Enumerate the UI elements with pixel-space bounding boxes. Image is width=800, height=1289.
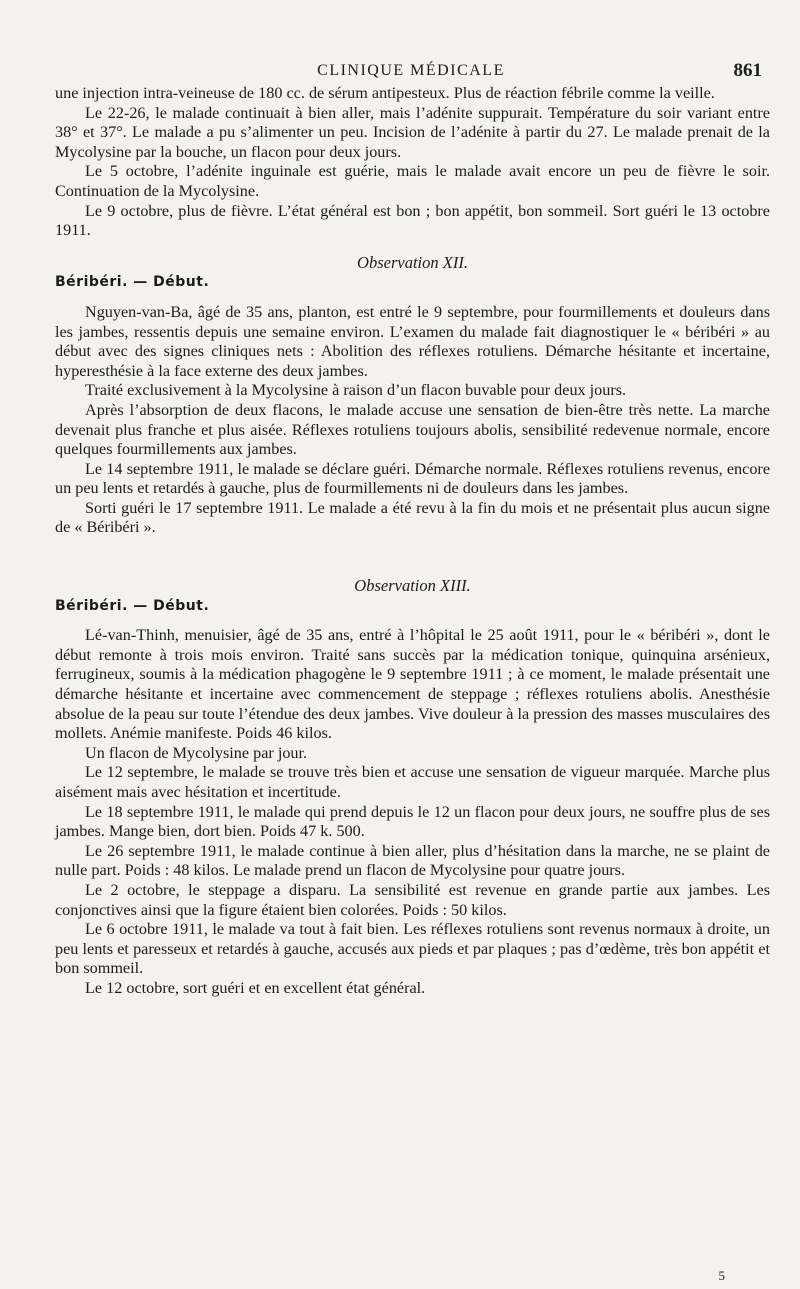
observation-title: Observation XIII. bbox=[354, 576, 471, 596]
paragraph: Lé-van-Thinh, menuisier, âgé de 35 ans, entré à l’hôpital le 25 août 1911, pour le « béribéri », dont le début remonte à trois mois environ. Traité sans succès par la médication tonique, quinquina arsénieux, ferrugineux, soumis à la médication phagogène le 9 septembre 1911 ; à ce moment, le malade présentait une démarche hésitante et incertaine avec commencement de steppage ; réflexes rotuliens abolis. Anesthésie absolue de la peau sur toute l’étendue des deux jambes. Vive douleur à la pression des masses musculaires des mollets. Anémie manifeste. Poids 46 kilos. bbox=[55, 626, 770, 743]
paragraph: Le 12 octobre, sort guéri et en excellent état général. bbox=[85, 978, 426, 997]
paragraph: Le 5 octobre, l’adénite inguinale est guérie, mais le malade avait encore un peu de fièvre le soir. Continuation de la Mycolysine. bbox=[55, 162, 770, 200]
section-heading: Béribéri. — Début. bbox=[55, 274, 210, 291]
paragraph: Le 22-26, le malade continuait à bien aller, mais l’adénite suppurait. Température du soir variant entre 38° et 37°. Le malade a pu s’alimenter un peu. Incision de l’adénite à partir du 27. Le malade prenait de la Mycolysine par la bouche, un flacon pour deux jours. bbox=[55, 103, 770, 161]
paragraph: Le 6 octobre 1911, le malade va tout à fait bien. Les réflexes rotuliens sont revenus normaux à droite, un peu lents et paresseux et retardés à gauche, accusés aux pieds et par plaques ; pas d’œdème, très bon appétit et bon sommeil. bbox=[55, 920, 770, 978]
page-number: 861 bbox=[733, 60, 762, 81]
paragraph: Le 2 octobre, le steppage a disparu. La sensibilité est revenue en grande partie aux jambes. Les conjonctives ainsi que la figure étaient bien colorées. Poids : 50 kilos. bbox=[55, 880, 770, 919]
paragraph: Le 18 septembre 1911, le malade qui prend depuis le 12 un flacon pour deux jours, ne souffre plus de ses jambes. Mange bien, dort bien. Poids 47 k. 500. bbox=[55, 802, 770, 841]
paragraph: Après l’absorption de deux flacons, le malade accuse une sensation de bien-être très nette. La marche devenait plus franche et plus aisée. Réflexes rotuliens toujours abolis, sensibilité redevenue normale, encore quelques fourmillements aux jambes. bbox=[55, 400, 770, 459]
paragraph: Le 9 octobre, plus de fièvre. L’état général est bon ; bon appétit, bon sommeil. Sort guéri le 13 octobre 1911. bbox=[55, 201, 770, 240]
paragraph: Le 14 septembre 1911, le malade se déclare guéri. Démarche normale. Réflexes rotuliens revenus, encore un peu lents et retardés à gauche, plus de fourmillements ni de douleurs dans les jambes. bbox=[55, 459, 770, 498]
running-header bbox=[60, 60, 762, 84]
paragraph: Le 26 septembre 1911, le malade continue à bien aller, plus d’hésitation dans la marche, ne se plaint de nulle part. Poids : 48 kilos. Le malade prend un flacon de Mycolysine pour quatre jours. bbox=[55, 841, 770, 880]
paragraph: Nguyen-van-Ba, âgé de 35 ans, planton, est entré le 9 septembre, pour fourmillements et douleurs dans les jambes, ressentis depuis une semaine environ. L’examen du malade fait diagnostiquer le « béribéri » au début avec des signes cliniques nets : Abolition des réflexes rotuliens. Démarche hésitante et incertaine, hyperesthésie à la face externe des deux jambes. bbox=[55, 302, 770, 380]
section-heading: Béribéri. — Début. bbox=[55, 597, 210, 614]
signature-mark: 5 bbox=[718, 1268, 725, 1283]
paragraph: Sorti guéri le 17 septembre 1911. Le malade a été revu à la fin du mois et ne présentait plus aucun signe de « Béribéri ». bbox=[55, 498, 770, 537]
paragraph: une injection intra-veineuse de 180 cc. de sérum antipesteux. Plus de réaction fébrile comme la veille. bbox=[55, 84, 715, 102]
observation-title: Observation XII. bbox=[357, 252, 468, 272]
body-text bbox=[55, 84, 770, 999]
paragraph: Le 12 septembre, le malade se trouve très bien et accuse une sensation de vigueur marquée. Marche plus aisément mais avec hésitation et incertitude. bbox=[55, 763, 770, 801]
paragraph: Un flacon de Mycolysine par jour. bbox=[85, 743, 308, 762]
paragraph: Traité exclusivement à la Mycolysine à raison d’un flacon buvable pour deux jours. bbox=[85, 381, 627, 400]
running-title: CLINIQUE MÉDICALE bbox=[317, 62, 505, 79]
